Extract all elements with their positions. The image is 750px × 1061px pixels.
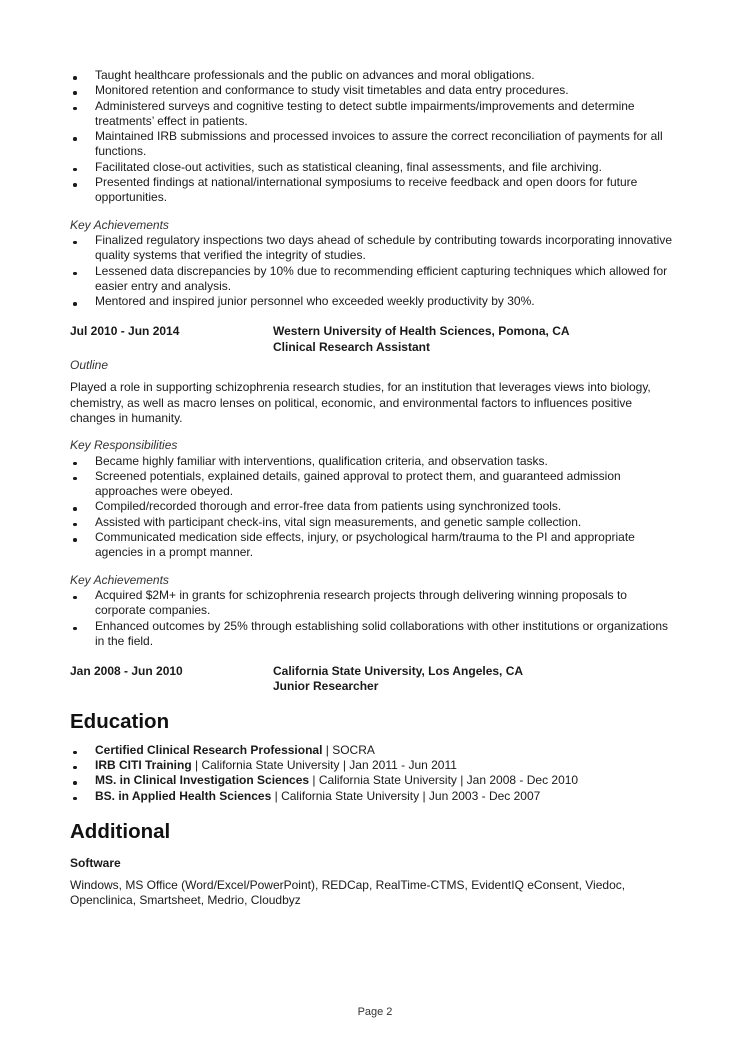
degree-detail: | California State University | Jan 2011 - Jun 2011 <box>191 757 457 772</box>
key-responsibilities-label: Key Responsibilities <box>70 438 178 453</box>
western-responsibilities-list <box>70 454 680 561</box>
list-item: Assisted with participant check-ins, vital sign measurements, and genetic sample collection. <box>70 515 680 530</box>
degree-detail: | California State University | Jun 2003 - Dec 2007 <box>271 788 541 803</box>
list-item: Finalized regulatory inspections two days ahead of schedule by contributing towards incorporating innovative quality systems that verified the integrity of studies. <box>70 233 680 264</box>
job-outline-text: Played a role in supporting schizophrenia research studies, for an institution that leverages views into biology, chemistry, as well as macro lenses on political, economic, and environmental factors to influences positive changes in humanity. <box>70 380 651 425</box>
list-item <box>70 758 680 773</box>
list-item: Compiled/recorded thorough and error-free data from patients using synchronized tools. <box>70 499 680 514</box>
degree-name: Certified Clinical Research Professional <box>95 742 323 757</box>
western-achievements-list <box>70 588 680 649</box>
degree-name: IRB CITI Training <box>95 757 192 772</box>
job-organization: California State University, Los Angeles, CA <box>273 664 524 679</box>
software-list-text: Windows, MS Office (Word/Excel/PowerPoint), REDCap, RealTime-CTMS, EvidentIQ eConsent, Viedoc, Openclinica, Smartsheet, Medrio, Cloudbyz <box>70 878 626 908</box>
education-heading: Education <box>70 709 170 733</box>
additional-heading: Additional <box>70 819 171 843</box>
list-item: Mentored and inspired junior personnel who exceeded weekly productivity by 30%. <box>70 294 680 309</box>
job-dates: Jan 2008 - Jun 2010 <box>70 664 183 679</box>
list-item: Screened potentials, explained details, gained approval to protect them, and guaranteed admission approaches were obeyed. <box>70 469 680 500</box>
list-item <box>70 789 680 804</box>
list-item: Monitored retention and conformance to study visit timetables and data entry procedures. <box>70 83 680 98</box>
list-item: Facilitated close-out activities, such as statistical cleaning, final assessments, and file archiving. <box>70 160 680 175</box>
page-number: Page 2 <box>357 1006 393 1018</box>
job-header-western <box>70 324 680 355</box>
job-organization: Western University of Health Sciences, Pomona, CA <box>273 324 570 339</box>
list-item: Taught healthcare professionals and the public on advances and moral obligations. <box>70 68 680 83</box>
outline-label: Outline <box>70 358 109 373</box>
degree-name: BS. in Applied Health Sciences <box>95 788 272 803</box>
previous-job-responsibilities-list <box>70 68 680 206</box>
list-item: Enhanced outcomes by 25% through establishing solid collaborations with other institutions or organizations in the field. <box>70 619 680 650</box>
list-item: Presented findings at national/international symposiums to receive feedback and open doors for future opportunities. <box>70 175 680 206</box>
degree-name: MS. in Clinical Investigation Sciences <box>95 773 310 788</box>
list-item: Communicated medication side effects, injury, or psychological harm/trauma to the PI and appropriate agencies in a prompt manner. <box>70 530 680 561</box>
software-label: Software <box>70 855 121 870</box>
list-item <box>70 743 680 758</box>
list-item: Became highly familiar with interventions, qualification criteria, and observation tasks. <box>70 454 680 469</box>
resume-page-2 <box>70 68 680 909</box>
job-dates: Jul 2010 - Jun 2014 <box>70 324 180 339</box>
degree-detail: | SOCRA <box>322 742 375 757</box>
list-item: Administered surveys and cognitive testing to detect subtle impairments/improvements and determine treatments’ effect in patients. <box>70 99 680 130</box>
key-achievements-label: Key Achievements <box>70 572 169 587</box>
job-title: Clinical Research Assistant <box>273 339 430 354</box>
education-list <box>70 743 680 804</box>
list-item: Acquired $2M+ in grants for schizophrenia research projects through delivering winning proposals to corporate companies. <box>70 588 680 619</box>
list-item: Maintained IRB submissions and processed invoices to assure the correct reconciliation of payments for all functions. <box>70 129 680 160</box>
job-header-calstate <box>70 664 680 695</box>
key-achievements-label: Key Achievements <box>70 217 169 232</box>
previous-job-achievements-list <box>70 233 680 309</box>
list-item <box>70 773 680 788</box>
job-title: Junior Researcher <box>273 679 379 694</box>
degree-detail: | California State University | Jan 2008 - Dec 2010 <box>309 773 579 788</box>
list-item: Lessened data discrepancies by 10% due to recommending efficient capturing techniques which allowed for easier entry and analysis. <box>70 264 680 295</box>
